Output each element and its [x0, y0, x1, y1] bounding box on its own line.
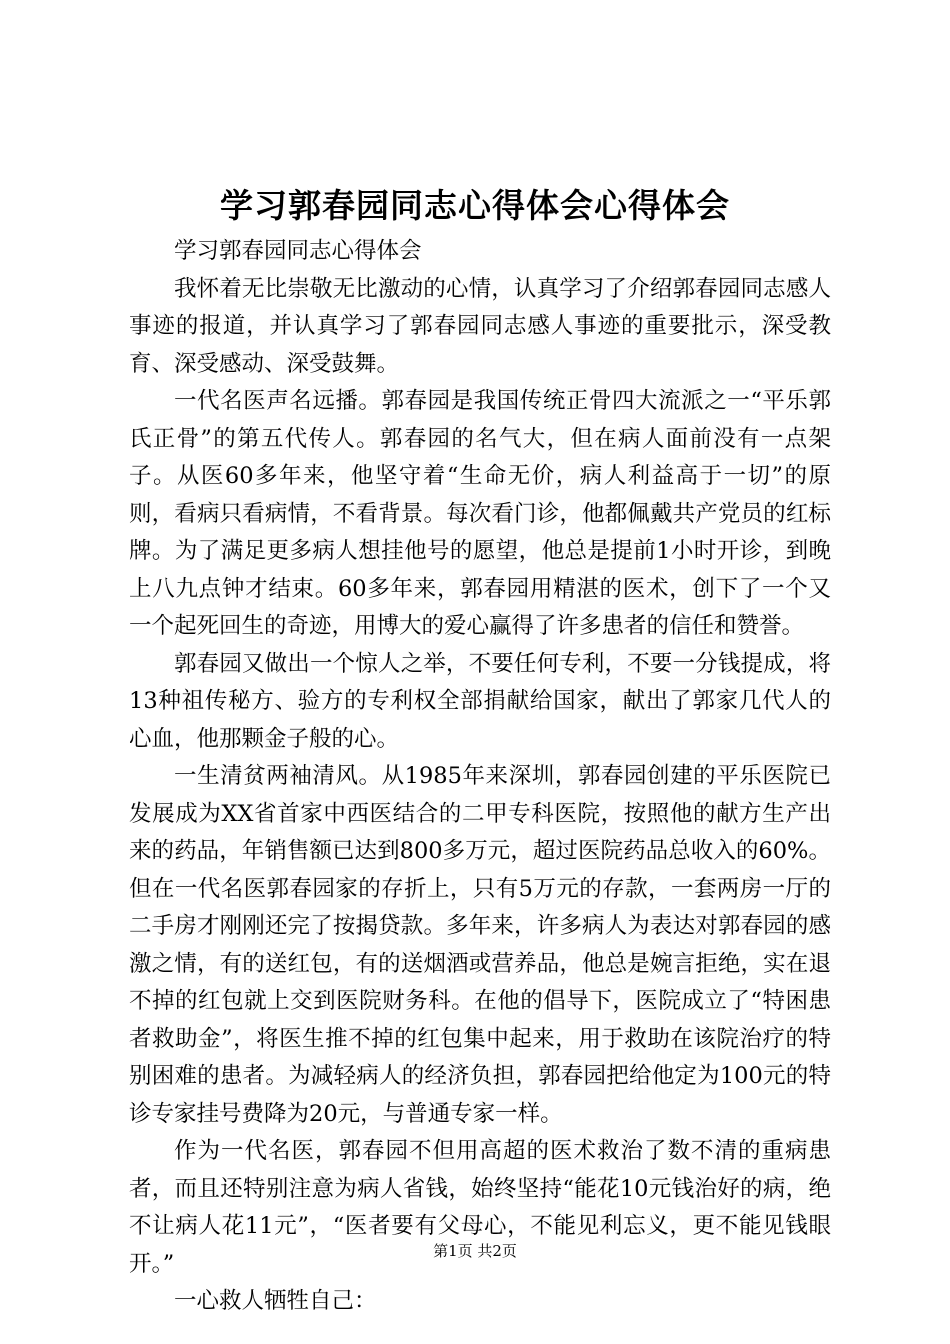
document-title: 学习郭春园同志心得体会心得体会	[220, 186, 730, 225]
paragraph-subtitle: 学习郭春园同志心得体会	[174, 238, 422, 264]
paragraph: 作为一代名医，郭春园不但用高超的医术救治了数不清的重病患者，而且还特别注意为病人省钱，始终坚持“能花10元钱治好的病，绝不让病人花11元”，“医者要有父母心，不能见利忘义，更不能见钱眼开。”	[129, 1138, 831, 1277]
paragraph: 我怀着无比崇敬无比激动的心情，认真学习了介绍郭春园同志感人事迹的报道，并认真学习了郭春园同志感人事迹的重要批示，深受教育、深受感动、深受鼓舞。	[129, 275, 831, 377]
page-footer	[0, 1240, 950, 1262]
paragraph: 一生清贫两袖清风。从1985年来深圳，郭春园创建的平乐医院已发展成为XX省首家中西医结合的二甲专科医院，按照他的献方生产出来的药品，年销售额已达到800多万元，超过医院药品总收入的60%。但在一代名医郭春园家的存折上，只有5万元的存款，一套两房一厅的二手房才刚刚还完了按揭贷款。多年来，许多病人为表达对郭春园的感激之情，有的送红包，有的送烟酒或营养品，他总是婉言拒绝，实在退不掉的红包就上交到医院财务科。在他的倡导下，医院成立了“特困患者救助金”，将医生推不掉的红包集中起来，用于救助在该院治疗的特别困难的患者。为减轻病人的经济负担，郭春园把给他定为100元的特诊专家挂号费降为20元，与普通专家一样。	[129, 763, 831, 1127]
page-number-current: 第1页	[433, 1242, 473, 1260]
paragraph: 郭春园又做出一个惊人之举，不要任何专利，不要一分钱提成，将13种祖传秘方、验方的专利权全部捐献给国家，献出了郭家几代人的心血，他那颗金子般的心。	[129, 650, 831, 752]
page-number-total: 共2页	[477, 1242, 517, 1260]
paragraph: 一代名医声名远播。郭春园是我国传统正骨四大流派之一“平乐郭氏正骨”的第五代传人。郭春园的名气大，但在病人面前没有一点架子。从医60多年来，他坚守着“生命无价，病人利益高于一切”的原则，看病只看病情，不看背景。每次看门诊，他都佩戴共产党员的红标牌。为了满足更多病人想挂他号的愿望，他总是提前1小时开诊，到晚上八九点钟才结束。60多年来，郭春园用精湛的医术，创下了一个又一个起死回生的奇迹，用博大的爱心赢得了许多患者的信任和赞誉。	[129, 388, 831, 639]
document-body	[129, 233, 831, 1321]
paragraph: 一心救人牺牲自己：	[174, 1288, 377, 1314]
